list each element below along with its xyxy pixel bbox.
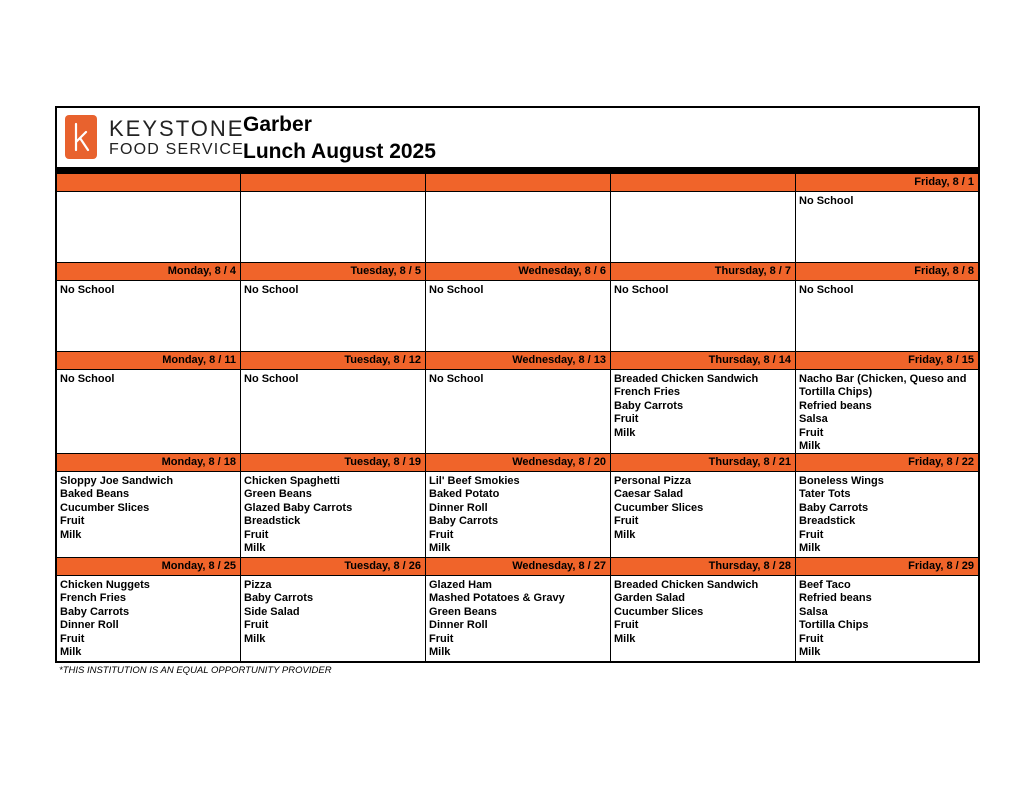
menu-title: Lunch August 2025	[243, 140, 436, 163]
calendar-bottom-border	[55, 661, 980, 663]
menu-item: Caesar Salad	[614, 488, 684, 501]
menu-item: Baby Carrots	[614, 399, 684, 412]
menu-item: Breadstick	[244, 515, 301, 528]
day-header: Friday, 8 / 22	[795, 453, 980, 471]
menu-item: Green Beans	[429, 605, 497, 618]
week-header-row	[55, 453, 980, 471]
day-menu-cell	[795, 369, 980, 453]
menu-item: Fruit	[60, 632, 85, 645]
day-menu-cell	[240, 369, 425, 453]
menu-item: Milk	[60, 646, 82, 659]
day-header: Wednesday, 8 / 13	[425, 351, 610, 369]
menu-item: Glazed Ham	[429, 579, 492, 591]
menu-item: Fruit	[614, 619, 639, 632]
day-menu-cell	[55, 191, 240, 262]
week-menu-row	[55, 191, 980, 262]
day-header: Tuesday, 8 / 5	[240, 262, 425, 280]
menu-item: Glazed Baby Carrots	[244, 501, 353, 514]
day-menu-cell	[55, 575, 240, 661]
menu-item: Lil' Beef Smokies	[429, 475, 520, 487]
day-menu-cell	[610, 191, 795, 262]
day-menu-cell	[610, 369, 795, 453]
day-menu-cell	[610, 575, 795, 661]
menu-item: Nacho Bar (Chicken, Queso and	[799, 373, 967, 385]
day-header: Monday, 8 / 11	[55, 351, 240, 369]
menu-item: Milk	[614, 632, 636, 645]
day-header: Tuesday, 8 / 12	[240, 351, 425, 369]
day-menu-cell	[55, 471, 240, 557]
menu-item: Tater Tots	[799, 488, 851, 501]
menu-item: Milk	[429, 542, 451, 555]
day-menu-cell	[610, 471, 795, 557]
menu-item: Milk	[614, 426, 636, 439]
menu-item: Baby Carrots	[799, 501, 869, 514]
menu-item: Pizza	[244, 579, 272, 591]
calendar-grid	[55, 173, 980, 661]
menu-item: Refried beans	[799, 592, 872, 605]
day-menu-cell	[425, 369, 610, 453]
menu-item: Milk	[799, 646, 821, 659]
keystone-logo-icon	[65, 115, 97, 159]
menu-item: Baked Beans	[60, 488, 130, 501]
day-menu-cell	[795, 280, 980, 351]
menu-item: Cucumber Slices	[614, 501, 704, 514]
menu-item: No School	[799, 284, 854, 296]
week-header-row	[55, 351, 980, 369]
menu-item: Dinner Roll	[429, 619, 488, 632]
day-header: Friday, 8 / 29	[795, 557, 980, 575]
day-menu-cell	[240, 575, 425, 661]
menu-item: Beef Taco	[799, 579, 851, 591]
day-menu-cell	[795, 471, 980, 557]
menu-item: Baby Carrots	[60, 605, 130, 618]
menu-item: Baby Carrots	[429, 515, 499, 528]
day-header	[240, 173, 425, 191]
menu-item: No School	[60, 373, 115, 385]
menu-item: Milk	[614, 528, 636, 541]
menu-item: Milk	[429, 646, 451, 659]
day-menu-cell	[55, 369, 240, 453]
menu-item: French Fries	[614, 386, 681, 399]
week-menu-row	[55, 575, 980, 661]
menu-item: Fruit	[429, 632, 454, 645]
menu-item: Fruit	[244, 528, 269, 541]
menu-item: Tortilla Chips	[799, 619, 869, 632]
menu-item: No School	[244, 284, 299, 296]
day-header: Wednesday, 8 / 6	[425, 262, 610, 280]
menu-item: Green Beans	[244, 488, 312, 501]
day-menu-cell	[795, 575, 980, 661]
menu-item: No School	[60, 284, 115, 296]
day-menu-cell	[425, 471, 610, 557]
menu-item: Boneless Wings	[799, 475, 884, 487]
week-header-row	[55, 173, 980, 191]
day-menu-cell	[795, 191, 980, 262]
logo-k-icon	[65, 115, 97, 159]
menu-calendar	[55, 106, 980, 663]
week-menu-row	[55, 471, 980, 557]
menu-item: Salsa	[799, 413, 828, 426]
menu-item: Breadstick	[799, 515, 856, 528]
menu-item: Baby Carrots	[244, 592, 314, 605]
menu-item: Fruit	[614, 515, 639, 528]
school-name: Garber	[243, 113, 312, 136]
day-header: Thursday, 8 / 28	[610, 557, 795, 575]
menu-item: Fruit	[614, 413, 639, 426]
menu-item: Milk	[244, 542, 266, 555]
menu-item: Fruit	[60, 515, 85, 528]
week-menu-row	[55, 369, 980, 453]
day-header	[55, 173, 240, 191]
menu-item: Fruit	[244, 619, 269, 632]
menu-item: Dinner Roll	[60, 619, 119, 632]
menu-item: No School	[614, 284, 669, 296]
day-header: Tuesday, 8 / 19	[240, 453, 425, 471]
menu-item: Dinner Roll	[429, 501, 488, 514]
day-menu-cell	[425, 280, 610, 351]
day-header: Thursday, 8 / 7	[610, 262, 795, 280]
menu-item: Personal Pizza	[614, 475, 692, 487]
menu-item: Fruit	[429, 528, 454, 541]
day-header: Friday, 8 / 1	[795, 173, 980, 191]
day-header: Monday, 8 / 4	[55, 262, 240, 280]
menu-item: Refried beans	[799, 399, 872, 412]
day-header: Tuesday, 8 / 26	[240, 557, 425, 575]
menu-item: Fruit	[799, 528, 824, 541]
menu-item: No School	[429, 373, 484, 385]
menu-item: No School	[244, 373, 299, 385]
week-menu-row	[55, 280, 980, 351]
menu-item: Baked Potato	[429, 488, 500, 501]
day-menu-cell	[610, 280, 795, 351]
menu-item: Sloppy Joe Sandwich	[60, 475, 174, 487]
menu-item: French Fries	[60, 592, 127, 605]
menu-item: Breaded Chicken Sandwich	[614, 579, 759, 591]
day-menu-cell	[240, 471, 425, 557]
menu-item: Chicken Nuggets	[60, 579, 150, 591]
day-menu-cell	[425, 575, 610, 661]
menu-item: Breaded Chicken Sandwich	[614, 373, 759, 385]
menu-item: Milk	[799, 542, 821, 555]
menu-item: Garden Salad	[614, 592, 685, 605]
day-header: Monday, 8 / 25	[55, 557, 240, 575]
menu-item: Side Salad	[244, 605, 300, 618]
day-header: Monday, 8 / 18	[55, 453, 240, 471]
menu-header	[55, 106, 980, 167]
menu-item: Salsa	[799, 605, 828, 618]
menu-item: No School	[799, 195, 854, 207]
day-header: Thursday, 8 / 14	[610, 351, 795, 369]
day-header: Wednesday, 8 / 27	[425, 557, 610, 575]
menu-item: Chicken Spaghetti	[244, 475, 340, 487]
day-menu-cell	[55, 280, 240, 351]
day-header	[425, 173, 610, 191]
day-header: Friday, 8 / 8	[795, 262, 980, 280]
menu-item: Cucumber Slices	[60, 501, 150, 514]
equal-opportunity-notice: *THIS INSTITUTION IS AN EQUAL OPPORTUNITY PROVIDER	[59, 665, 332, 676]
menu-item: Milk	[799, 440, 821, 453]
menu-item: Cucumber Slices	[614, 605, 704, 618]
week-header-row	[55, 557, 980, 575]
day-menu-cell	[240, 280, 425, 351]
menu-item: Mashed Potatoes & Gravy	[429, 592, 565, 605]
menu-item: Milk	[244, 632, 266, 645]
brand-subtitle: FOOD SERVICE	[109, 141, 245, 158]
day-menu-cell	[425, 191, 610, 262]
day-menu-cell	[240, 191, 425, 262]
week-header-row	[55, 262, 980, 280]
menu-item: Milk	[60, 528, 82, 541]
day-header: Thursday, 8 / 21	[610, 453, 795, 471]
menu-item: Fruit	[799, 632, 824, 645]
day-header: Friday, 8 / 15	[795, 351, 980, 369]
menu-item: No School	[429, 284, 484, 296]
day-header: Wednesday, 8 / 20	[425, 453, 610, 471]
brand-name: KEYSTONE	[109, 116, 245, 141]
day-header	[610, 173, 795, 191]
menu-item: Tortilla Chips)	[799, 386, 873, 399]
menu-item: Fruit	[799, 426, 824, 439]
